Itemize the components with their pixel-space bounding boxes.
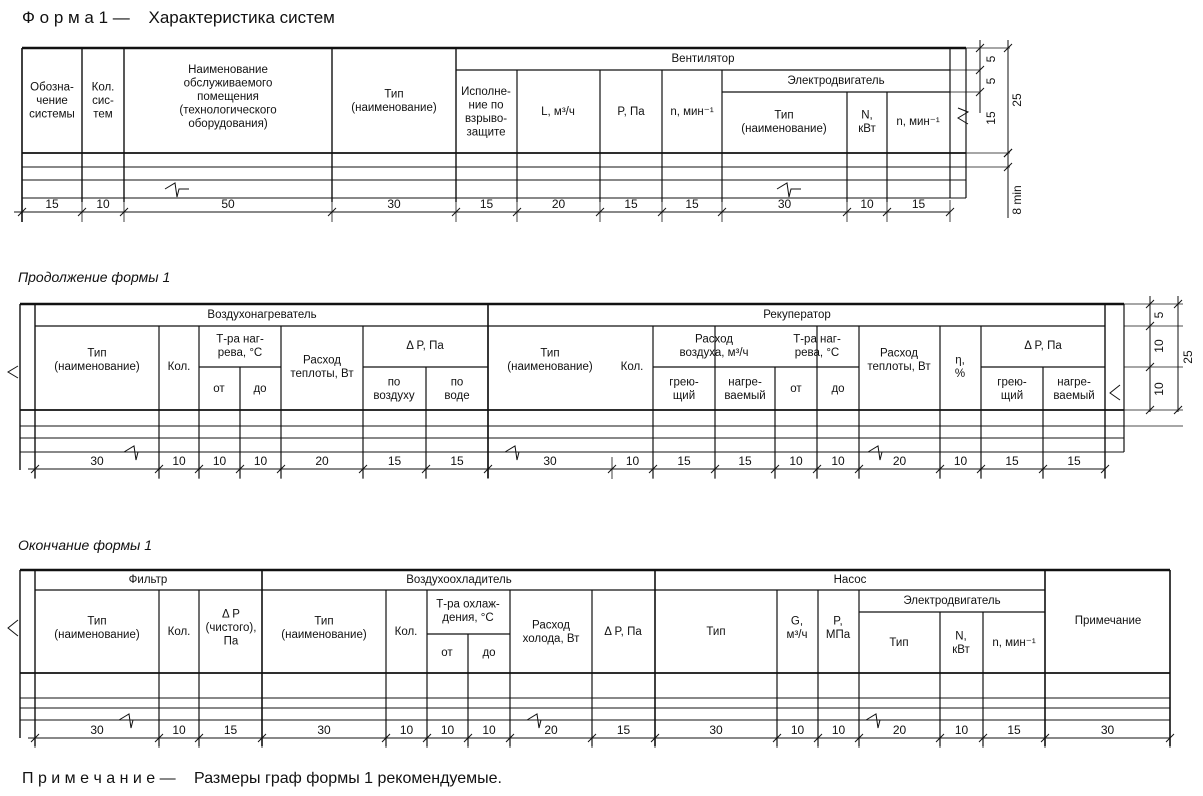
col-room: Наименование обслуживаемого помещения (технологического оборудования) <box>179 64 277 131</box>
break-mark <box>868 446 892 460</box>
width-label: 15 <box>616 723 631 738</box>
col-recup-type: Тип (наименование) <box>507 347 593 373</box>
col-heater-from: от <box>213 383 225 396</box>
width-label: 30 <box>90 454 104 469</box>
col-heater-dp: Δ P, Па <box>406 340 444 353</box>
width-label: 10 <box>399 723 414 738</box>
group-ventilator: Вентилятор <box>671 53 735 66</box>
col-cooler-dp: Δ P, Па <box>604 626 642 639</box>
ending-label: Окончание формы 1 <box>18 537 153 553</box>
col-dp-heated: нагре-ваемый <box>1053 376 1095 402</box>
col-recup-temp: Т-ра наг-рева, °C <box>793 333 841 359</box>
col-dp-heating: грею-щий <box>997 376 1027 402</box>
footnote-label: П р и м е ч а н и е — <box>22 770 176 787</box>
break-mark <box>866 714 890 728</box>
form-number: Ф о р м а 1 — <box>22 8 130 27</box>
col-air-heated: нагре-ваемый <box>724 376 766 402</box>
width-label: 15 <box>479 197 494 212</box>
break-mark <box>777 183 801 197</box>
group-pump: Насос <box>833 574 867 587</box>
width-label: 30 <box>1100 723 1115 738</box>
row-height-label: 25 <box>1010 93 1025 107</box>
width-label: 30 <box>317 723 331 738</box>
col-dp-by-air: по воздуху <box>373 376 415 402</box>
col-recup-to: до <box>831 383 845 396</box>
break-mark <box>119 714 143 728</box>
col-pump-motor-type: Тип <box>889 637 909 650</box>
row-height-label: 15 <box>984 111 999 125</box>
width-label: 30 <box>387 197 401 212</box>
width-label: 10 <box>789 454 803 469</box>
width-label: 30 <box>90 723 104 738</box>
width-label: 15 <box>624 197 638 212</box>
break-mark <box>165 183 189 197</box>
width-label: 15 <box>685 197 699 212</box>
col-cooler-to: до <box>482 647 496 660</box>
col-pump-motor-rpm: n, мин⁻¹ <box>992 637 1036 650</box>
col-cooler-temp: Т-ра охлаж-дения, °C <box>436 598 500 624</box>
col-air-flow: Расход воздуха, м³/ч <box>679 333 749 359</box>
col-air-heating: грею-щий <box>669 376 699 402</box>
width-label: 20 <box>551 197 566 212</box>
col-filter-count: Кол. <box>167 626 191 639</box>
continuation-label: Продолжение формы 1 <box>18 269 171 285</box>
col-recup-count: Кол. <box>620 361 644 374</box>
col-recup-heat: Расход теплоты, Вт <box>867 347 931 373</box>
col-heat-flow: Расход теплоты, Вт <box>290 354 354 380</box>
width-label: 20 <box>892 454 907 469</box>
width-label: 50 <box>221 197 235 212</box>
width-label: 10 <box>96 197 110 212</box>
col-motor-rpm: n, мин⁻¹ <box>896 116 940 129</box>
break-mark <box>124 446 148 460</box>
form-title: Характеристика систем <box>148 8 335 27</box>
width-label: 20 <box>892 723 907 738</box>
break-mark <box>505 446 529 460</box>
width-label: 15 <box>387 454 402 469</box>
group-air-cooler: Воздухоохладитель <box>406 574 512 587</box>
width-label: 10 <box>954 723 969 738</box>
width-label: 15 <box>738 454 752 469</box>
break-mark <box>8 366 18 378</box>
width-label: 10 <box>212 454 227 469</box>
col-motor-power: N, кВт <box>858 109 876 135</box>
col-airflow: L, м³/ч <box>541 106 575 119</box>
col-filter-type: Тип (наименование) <box>54 615 140 641</box>
col-pump-flow: G, м³/ч <box>786 615 808 641</box>
width-label: 10 <box>253 454 268 469</box>
row-height-label: 5 <box>1152 311 1167 319</box>
width-label: 10 <box>860 197 874 212</box>
group-pump-motor: Электродвигатель <box>903 595 1001 608</box>
col-pressure: P, Па <box>617 106 645 119</box>
width-label: 15 <box>1005 454 1019 469</box>
row-height-label: 25 <box>1181 350 1196 364</box>
col-heater-type: Тип (наименование) <box>54 347 140 373</box>
row-height-label: 5 <box>984 55 999 63</box>
width-label: 15 <box>911 197 926 212</box>
col-count: Кол. сис-тем <box>91 81 115 121</box>
col-heater-count: Кол. <box>167 361 191 374</box>
width-label: 15 <box>45 197 59 212</box>
col-dp-by-water: по воде <box>444 376 470 402</box>
width-label: 10 <box>482 723 496 738</box>
col-cooler-count: Кол. <box>394 626 418 639</box>
col-heater-to: до <box>253 383 267 396</box>
col-cooler-type: Тип (наименование) <box>281 615 367 641</box>
col-cooler-from: от <box>441 647 453 660</box>
width-label: 20 <box>315 454 329 469</box>
width-label: 10 <box>440 723 455 738</box>
col-note: Примечание <box>1074 615 1142 628</box>
width-label: 10 <box>953 454 968 469</box>
width-label: 10 <box>790 723 805 738</box>
break-mark <box>1110 385 1120 400</box>
width-label: 30 <box>709 723 723 738</box>
width-label: 30 <box>543 454 557 469</box>
group-filter: Фильтр <box>128 574 168 587</box>
width-label: 15 <box>223 723 238 738</box>
width-label: 30 <box>777 197 792 212</box>
width-label: 10 <box>625 454 640 469</box>
group-motor: Электродвигатель <box>787 75 885 88</box>
width-label: 20 <box>544 723 558 738</box>
col-motor-type: Тип (наименование) <box>741 109 827 135</box>
min-row-height-label: 8 min <box>1010 185 1025 215</box>
group-recuperator: Рекуператор <box>763 309 831 322</box>
row-height-label: 10 <box>1152 339 1167 353</box>
col-recup-dp: Δ P, Па <box>1024 340 1062 353</box>
col-filter-dp: Δ P (чистого), Па <box>205 608 257 648</box>
width-label: 15 <box>450 454 464 469</box>
col-explosion-proof: Исполне-ние по взрыво-защите <box>461 85 511 139</box>
width-label: 10 <box>172 454 186 469</box>
col-pump-pressure: P, МПа <box>825 615 851 641</box>
width-label: 15 <box>677 454 691 469</box>
col-pump-motor-power: N, кВт <box>952 630 970 656</box>
width-label: 15 <box>1007 723 1021 738</box>
col-recup-from: от <box>790 383 802 396</box>
col-cold-flow: Расход холода, Вт <box>522 619 580 645</box>
width-label: 15 <box>1067 454 1081 469</box>
col-type: Тип (наименование) <box>351 88 437 114</box>
width-label: 10 <box>172 723 186 738</box>
break-mark <box>8 620 18 636</box>
row-height-label: 10 <box>1152 382 1167 396</box>
col-rpm: n, мин⁻¹ <box>670 106 714 119</box>
col-heater-temp: Т-ра наг-рева, °C <box>216 333 264 359</box>
col-efficiency: η, % <box>954 354 966 380</box>
group-heater: Воздухонагреватель <box>207 309 317 322</box>
col-designation: Обозна-чение системы <box>29 81 75 121</box>
footnote-text: Размеры граф формы 1 рекомендуемые. <box>194 770 502 787</box>
col-pump-type: Тип <box>706 626 726 639</box>
width-label: 10 <box>831 454 845 469</box>
width-label: 10 <box>831 723 846 738</box>
row-height-label: 5 <box>984 77 999 85</box>
